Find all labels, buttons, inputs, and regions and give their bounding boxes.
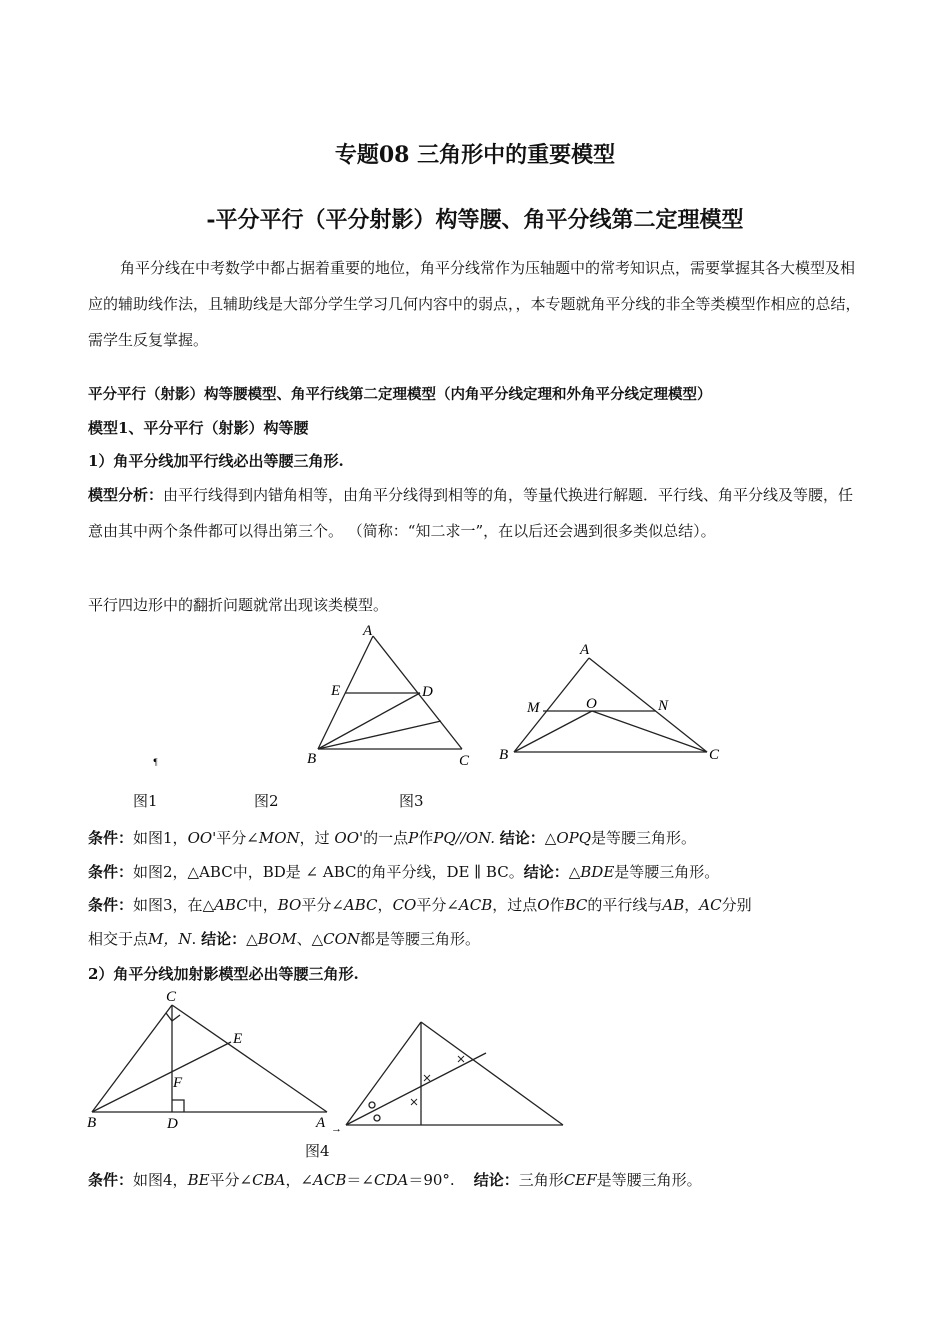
cond4-text: ，∠ bbox=[285, 1171, 314, 1189]
f4r-line-left bbox=[346, 1022, 421, 1125]
f3-line-ab bbox=[514, 658, 589, 752]
intro-paragraph: 角平分线在中考数学中都占据着重要的地位，角平分线常作为压轴题中的常考知识点，需要掌握其各大模型及相应的辅助线作法，且辅助线是大部分学生学习几何内容中的弱点，，本专题就角平分线的非全等类模型作相应的总结，需学生反复掌握。 bbox=[88, 259, 861, 349]
cond2-text: 如图2，△ABC中，BD是 ∠ ABC的角平分线，DE ∥ BC。 bbox=[133, 863, 524, 881]
cond3-text: 作 bbox=[549, 896, 565, 914]
section-heading: 平分平行（射影）构等腰模型、角平行线第二定理模型（内角平分线定理和外角平分线定理模型） bbox=[88, 386, 712, 403]
cond3-text: △ bbox=[246, 930, 258, 948]
f4-line-ca bbox=[172, 1005, 327, 1112]
f2-label-e: E bbox=[331, 683, 341, 699]
cond3-text: ， bbox=[377, 896, 393, 914]
page-title: 专题08 三角形中的重要模型 bbox=[334, 142, 616, 168]
f3-label-c: C bbox=[709, 747, 720, 763]
cond3-text: ，过点 bbox=[492, 896, 538, 914]
cond4-cba: CBA bbox=[252, 1171, 286, 1189]
analysis-paragraph bbox=[88, 477, 868, 549]
f3-line-ac bbox=[589, 658, 707, 752]
cond3-concl-label: 结论： bbox=[201, 930, 247, 948]
cond1-text: △ bbox=[544, 829, 557, 847]
analysis-text: 由平行线得到内错角相等，由角平分线得到相等的角，等量代换进行解题．平行线、角平分线及等腰，任意由其中两个条件都可以得出第三个。 （简称：“知二求一”，在以后还会遇到很多类似总结）。 bbox=[88, 486, 854, 540]
f4-label-c: C bbox=[166, 989, 177, 1005]
cond3-con: CON bbox=[323, 930, 361, 948]
cond3-text: 分别 bbox=[721, 896, 752, 914]
stray-mark: ¶ bbox=[153, 757, 158, 767]
cond3-bc: BC bbox=[564, 896, 588, 914]
cond3-text: 相交于点 bbox=[88, 930, 149, 948]
cond3-text: ， bbox=[684, 896, 700, 914]
cond3-bo: BO bbox=[277, 896, 302, 914]
f4-right-angle-d bbox=[172, 1100, 184, 1112]
cond3-o: O bbox=[537, 896, 550, 914]
f3-label-b: B bbox=[499, 747, 509, 763]
condition-2 bbox=[88, 854, 868, 890]
f2-label-c: C bbox=[459, 753, 470, 769]
cond4-cda: CDA bbox=[373, 1171, 409, 1189]
f4r-angle-mark-1 bbox=[369, 1102, 375, 1108]
cond4-label: 条件： bbox=[88, 1171, 134, 1189]
condition-1 bbox=[88, 820, 868, 856]
cond4-text: 如图4， bbox=[133, 1171, 188, 1189]
cond1-oo: OO' bbox=[187, 829, 217, 847]
cond3-text: 平分∠ bbox=[416, 896, 459, 914]
cond2-concl-label: 结论： bbox=[523, 863, 569, 881]
cond2-bde: BDE bbox=[580, 863, 615, 881]
cond3-ab: AB bbox=[662, 896, 685, 914]
figure-3 bbox=[514, 658, 707, 752]
f4-label-f: F bbox=[173, 1075, 183, 1091]
f4-label-e: E bbox=[233, 1031, 243, 1047]
cond3-abc: △ABC bbox=[202, 896, 248, 914]
f4r-line-right bbox=[421, 1022, 563, 1125]
cond4-text: 是等腰三角形。 bbox=[596, 1171, 702, 1189]
note-paragraph: 平行四边形中的翻折问题就常出现该类模型。 bbox=[88, 596, 389, 614]
cond3-mn: M，N bbox=[148, 930, 192, 948]
cond3-text: 、△ bbox=[296, 930, 324, 948]
f2-label-a: A bbox=[363, 623, 373, 639]
cond4-be: BE bbox=[187, 1171, 210, 1189]
figures-2-3 bbox=[0, 620, 950, 790]
condition-3 bbox=[88, 888, 868, 956]
cond2-label: 条件： bbox=[88, 863, 134, 881]
cond3-bom: BOM bbox=[257, 930, 297, 948]
cond4-acb: ACB bbox=[313, 1171, 347, 1189]
model1-heading: 模型1、平分平行（射影）构等腰 bbox=[88, 419, 309, 437]
cond3-label: 条件： bbox=[88, 896, 134, 914]
fig2-caption: 图2 bbox=[254, 792, 279, 810]
f4-line-be bbox=[92, 1042, 231, 1112]
f4-right-angle-c bbox=[166, 1013, 180, 1021]
cond1-text: 是等腰三角形。 bbox=[591, 829, 697, 847]
cond3-text: 的平行线与 bbox=[587, 896, 663, 914]
cond1-text: 如图1， bbox=[133, 829, 188, 847]
f4-label-d: D bbox=[167, 1116, 178, 1132]
sub1-heading: 1）角平分线加平行线必出等腰三角形. bbox=[88, 452, 344, 470]
cond4-cef: CEF bbox=[563, 1171, 597, 1189]
cond3-abc2: ABC bbox=[343, 896, 378, 914]
cond4-text: ＝90°. bbox=[408, 1171, 455, 1189]
cond3-co: CO bbox=[392, 896, 417, 914]
f3-label-a: A bbox=[580, 642, 590, 658]
cond3-ac: AC bbox=[699, 896, 722, 914]
cond4-text: 三角形 bbox=[518, 1171, 564, 1189]
figure-4 bbox=[0, 985, 950, 1135]
condition-4 bbox=[88, 1162, 868, 1198]
fig3-caption: 图3 bbox=[399, 792, 424, 810]
f4-label-b: B bbox=[87, 1115, 97, 1131]
cond4-text: ＝∠ bbox=[346, 1171, 374, 1189]
cond4-concl-label: 结论： bbox=[473, 1171, 519, 1189]
cond1-opq: OPQ bbox=[556, 829, 592, 847]
f3-label-m: M bbox=[527, 700, 540, 716]
cond1-p: P bbox=[408, 829, 419, 847]
analysis-label: 模型分析： bbox=[88, 486, 164, 504]
f4-label-a: A bbox=[316, 1115, 326, 1131]
cond3-text: . bbox=[191, 930, 197, 948]
f2-label-d: D bbox=[422, 684, 433, 700]
cond1-pq: PQ//ON. bbox=[433, 829, 495, 847]
f4r-line-bisector bbox=[346, 1053, 486, 1125]
fig1-caption: 图1 bbox=[133, 792, 158, 810]
fig4-left bbox=[92, 1005, 327, 1112]
cond1-text: 作 bbox=[418, 829, 434, 847]
f3-line-bo bbox=[514, 711, 592, 752]
f4r-cross-marks bbox=[411, 1056, 464, 1105]
cond3-acb: ACB bbox=[458, 896, 493, 914]
cond1-label: 条件： bbox=[88, 829, 134, 847]
f4-line-cb bbox=[92, 1005, 172, 1112]
f2-line-extra bbox=[318, 721, 441, 749]
cond3-text: 都是等腰三角形。 bbox=[360, 930, 481, 948]
cond1-mon: MON bbox=[258, 829, 300, 847]
sub2-heading: 2）角平分线加射影模型必出等腰三角形. bbox=[88, 965, 359, 983]
cond3-text: 平分∠ bbox=[301, 896, 344, 914]
cond1-text: 的一点 bbox=[363, 829, 409, 847]
cond2-text: △ bbox=[568, 863, 581, 881]
f2-line-bd bbox=[318, 693, 420, 749]
arrow-icon: → bbox=[331, 1123, 342, 1135]
f3-label-n: N bbox=[658, 698, 669, 714]
cond1-concl-label: 结论： bbox=[499, 829, 545, 847]
cond1-text: 平分∠ bbox=[216, 829, 259, 847]
fig4-caption: 图4 bbox=[305, 1142, 330, 1160]
f3-line-co bbox=[592, 711, 707, 752]
fig4-right bbox=[346, 1022, 563, 1125]
cond3-text: 如图3，在 bbox=[133, 896, 203, 914]
cond1-oo: OO' bbox=[334, 829, 364, 847]
f3-label-o: O bbox=[586, 696, 597, 712]
page-subtitle: -平分平行（平分射影）构等腰、角平分线第二定理模型 bbox=[206, 207, 744, 233]
f2-label-b: B bbox=[307, 751, 317, 767]
f4r-angle-mark-2 bbox=[374, 1115, 380, 1121]
cond1-text: ，过 bbox=[299, 829, 335, 847]
cond2-text: 是等腰三角形。 bbox=[614, 863, 720, 881]
cond4-text: 平分∠ bbox=[209, 1171, 253, 1189]
cond3-text: 中， bbox=[247, 896, 278, 914]
